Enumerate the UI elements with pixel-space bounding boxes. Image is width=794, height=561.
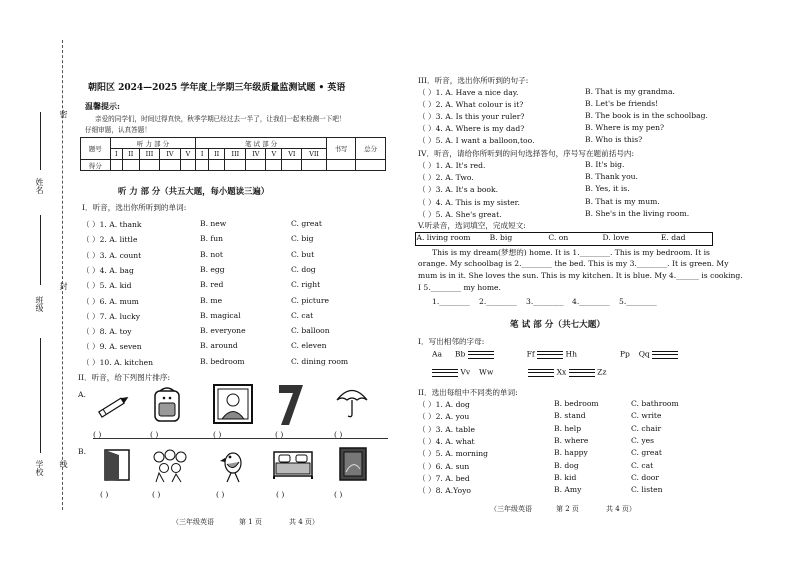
question-option-b: B. red [200, 280, 224, 290]
score-cell[interactable] [122, 160, 139, 171]
question-option-a[interactable]: （ ）3. A. It's a book. [418, 185, 498, 195]
seal-mark-xian: 线 [59, 460, 68, 468]
writing-lines[interactable] [537, 348, 563, 361]
letter: Hh [565, 349, 578, 359]
listening-section-title: 听 力 部 分（共五大题，每小题读三遍） [118, 186, 270, 196]
letter: Pp [619, 349, 630, 359]
letter: Ff [526, 349, 535, 359]
letter: Xx [556, 367, 567, 377]
writing-header: 笔 试 部 分 [196, 138, 326, 149]
writing-lines[interactable] [652, 348, 678, 361]
question-option-c: C. dining room [291, 356, 349, 366]
question-option-b: B. stand [554, 411, 586, 421]
question-option-a[interactable]: （ ）9. A. seven [82, 342, 142, 352]
score-cell[interactable] [196, 160, 208, 171]
school-label: 学校 [35, 460, 44, 476]
question-option-b: B. bedroom [554, 399, 599, 408]
question-option-b: B. Amy [554, 485, 582, 495]
question-option-a[interactable]: （ ）2. A. What colour is it? [418, 100, 524, 110]
question-option-b: B. egg [200, 264, 225, 274]
letter: Ww [479, 367, 494, 377]
word-option: E. dad [660, 233, 686, 242]
writing-lines[interactable] [468, 348, 494, 361]
question-option-a[interactable]: （ ）6. A. mum [82, 296, 139, 306]
score-table-header-label: 题号 [81, 138, 111, 160]
score-cell[interactable] [356, 160, 386, 171]
binding-sidebar [0, 0, 70, 561]
score-cell[interactable] [282, 160, 302, 171]
class-line [40, 215, 41, 285]
listen-col: II [122, 149, 139, 160]
write-col: I [196, 149, 208, 160]
question-option-c: C. cat [631, 460, 654, 470]
answer-blank-2[interactable]: 2.________ [479, 297, 517, 306]
question-option-c: C. chair [631, 423, 662, 433]
question-option-a[interactable]: （ ）6. A. sun [418, 461, 470, 471]
score-cell[interactable] [266, 160, 282, 171]
question-option-c: C. yes [631, 435, 655, 445]
question-option-c: C. cat [291, 310, 314, 320]
question-option-c: C. big [291, 234, 314, 244]
question-option-b: B. That is my grandma. [585, 87, 675, 96]
sec1-title: I．听音，选出你所听到的单词: [82, 203, 187, 212]
question-option-b: B. me [200, 295, 223, 305]
score-cell[interactable] [246, 160, 266, 171]
question-option-b: B. kid [554, 472, 577, 482]
word-option: A. living room [416, 233, 471, 242]
question-option-a[interactable]: （ ）3. A. Is this your ruler? [418, 112, 525, 122]
score-table [80, 137, 386, 171]
question-option-a[interactable]: （ ）5. A. I want a balloon,too. [418, 136, 535, 146]
write-col: VI [282, 149, 302, 160]
underline-a [93, 438, 388, 439]
question-option-c: C. door [631, 472, 660, 482]
portrait-icon [213, 384, 253, 424]
name-line [40, 112, 41, 170]
score-cell[interactable] [302, 160, 326, 171]
class-label: 班级 [35, 296, 44, 312]
sec-w2-title: II．选出每组中不同类的单词: [418, 388, 518, 397]
question-option-b: B. Let's be friends! [585, 99, 659, 109]
picture-frame-icon [339, 447, 367, 481]
write-col: II [208, 149, 225, 160]
question-option-c: C. dog [291, 264, 316, 274]
score-cell[interactable] [110, 160, 122, 171]
answer-blank-a4[interactable]: ( ) [275, 430, 284, 439]
writing-lines[interactable] [432, 366, 458, 379]
listen-col: IV [160, 149, 180, 160]
answer-blank-1[interactable]: 1.________ [432, 297, 470, 306]
question-option-b: B. That is my mum. [585, 196, 660, 206]
write-col: V [266, 149, 282, 160]
question-option-b: B. where [554, 435, 589, 445]
question-option-b: B. She's in the living room. [585, 208, 690, 218]
listen-col: V [180, 149, 196, 160]
score-cell[interactable] [225, 160, 246, 171]
children-icon [150, 449, 190, 483]
question-option-a[interactable]: （ ）4. A. This is my sister. [418, 197, 520, 207]
question-option-a[interactable]: （ ）2. A. little [82, 235, 138, 245]
tip-line-2: 仔细审题，认真答题！ [85, 126, 151, 134]
answer-blank-b2[interactable]: ( ) [152, 490, 161, 499]
question-option-a[interactable]: （ ）1. A. dog [418, 400, 470, 409]
answer-blank-a3[interactable]: ( ) [213, 430, 222, 439]
question-option-c: C. balloon [291, 326, 330, 336]
letter: Aa [432, 349, 443, 359]
answer-blank-b5[interactable]: ( ) [334, 490, 343, 499]
question-option-a[interactable]: （ ）5. A. morning [418, 449, 489, 459]
question-option-b: B. Where is my pen? [585, 123, 665, 133]
score-row-label: 得分 [81, 160, 111, 171]
question-option-b: B. happy [554, 448, 588, 458]
row-a-label: A. [78, 390, 86, 399]
question-option-a[interactable]: （ ）4. A. bag [82, 265, 134, 275]
score-cell[interactable] [160, 160, 180, 171]
score-cell[interactable] [180, 160, 196, 171]
question-option-c: C. right [291, 280, 321, 290]
write-col: IV [246, 149, 266, 160]
writing-section-title: 笔 试 部 分（共七大题） [510, 320, 605, 330]
question-option-b: B. bedroom [200, 356, 245, 366]
question-option-b: B. Who is this? [585, 135, 643, 145]
tip-line-1: 亲爱的同学们，时间过得真快，秋季学期已经过去一半了，让我们一起来检测一下吧！ [95, 115, 346, 123]
sec5-title: V.听录音，选词填空，完成短文: [418, 221, 526, 230]
question-option-b: B. around [200, 341, 238, 351]
total-header: 总分 [356, 138, 386, 160]
word-option: B. big [489, 233, 513, 242]
question-option-a[interactable]: （ ）1. A. thank [82, 220, 142, 229]
question-option-a[interactable]: （ ）3. A. table [418, 424, 475, 434]
footer-right-total: 共 4 页） [606, 505, 636, 513]
write-col: III [225, 149, 246, 160]
question-option-c: C. great [631, 448, 662, 458]
passage-line-3: mum is in it. She loves the sun. This is my kitchen. It is blue. My 4.______ is cooking. [418, 271, 743, 280]
question-option-b: B. The book is in the schoolbag. [585, 111, 708, 121]
question-option-c: C. listen [631, 485, 663, 495]
score-cell[interactable] [208, 160, 225, 171]
footer-left-grade: （三年级英语 [172, 518, 214, 526]
listen-col: III [139, 149, 160, 160]
letter-row-2 [432, 366, 606, 379]
footer-left-total: 共 4 页） [289, 518, 319, 526]
pencil-icon [96, 393, 132, 419]
question-option-b: B. magical [200, 310, 241, 320]
score-cell[interactable] [326, 160, 356, 171]
sec-w1-title: I．写出相邻的字母: [418, 337, 485, 346]
question-option-a[interactable]: （ ）4. A. what [418, 436, 475, 446]
answer-blank-5[interactable]: 5.________ [619, 297, 657, 306]
question-option-a[interactable]: （ ）4. A. Where is my dad? [418, 124, 525, 134]
score-cell[interactable] [139, 160, 160, 171]
seal-mark-mi: 密 [59, 110, 68, 118]
write-col: VII [302, 149, 326, 160]
answer-blank-a1[interactable]: ( ) [93, 430, 102, 439]
letter-row-1 [432, 348, 678, 361]
question-option-a[interactable]: （ ）8. A.Yoyo [418, 486, 471, 496]
tip-title: 温馨提示: [85, 101, 120, 111]
question-option-c: C. but [291, 249, 315, 259]
seal-mark-feng: 封 [59, 282, 68, 290]
answer-blank-a2[interactable]: ( ) [150, 430, 159, 439]
question-option-c: C. bathroom [631, 399, 679, 408]
question-option-a[interactable]: （ ）1. A. Have a nice day. [418, 88, 519, 97]
passage-line-4: I 5.________ my home. [418, 283, 501, 292]
schoolbag-icon [150, 385, 184, 423]
sec4-title: IV．听音，请给你所听到的问句选择答句，序号写在题前括号内: [418, 149, 635, 158]
question-option-a[interactable]: （ ）8. A. toy [82, 327, 132, 337]
question-option-b: B. It's big. [585, 160, 625, 169]
question-option-b: B. not [200, 249, 223, 259]
sec2-title: II．听音，给下列图片排序: [78, 373, 171, 382]
question-option-a[interactable]: （ ）5. A. She's great. [418, 209, 502, 219]
school-line [40, 338, 41, 453]
question-option-b: B. new [200, 219, 227, 228]
word-option: C. on [548, 233, 569, 242]
passage-line-1: This is my dream(梦想的) home. It is 1.________. This is my bedroom. It is [432, 248, 710, 257]
question-option-a[interactable]: （ ）2. A. Two. [418, 173, 474, 183]
listen-col: I [110, 149, 122, 160]
word-bank [415, 232, 713, 246]
question-option-c: C. great [291, 219, 322, 228]
letter: Bb [454, 349, 466, 359]
footer-right-grade: （三年级英语 [490, 505, 532, 513]
word-option: D. love [602, 233, 629, 242]
writing-lines[interactable] [569, 366, 595, 379]
question-option-a[interactable]: （ ）7. A. bed [418, 473, 470, 483]
row-b-label: B. [78, 447, 86, 456]
letter: Qq [638, 349, 650, 359]
exam-title: 朝阳区 2024—2025 学年度上学期三年级质量监测试题 • 英语 [88, 83, 346, 93]
handwriting-header: 书写 [326, 138, 356, 160]
bed-icon [272, 450, 314, 480]
letter: Zz [597, 367, 607, 377]
question-option-a[interactable]: （ ）1. A. It's red. [418, 161, 486, 170]
writing-lines[interactable] [528, 366, 554, 379]
passage-line-2: orange. My schoolbag is 2.________ the bed. This is my 3.________. It is green. My [418, 259, 729, 268]
question-option-b: B. Thank you. [585, 172, 638, 182]
question-option-a[interactable]: （ ）7. A. lucky [82, 311, 141, 321]
answer-blank-b1[interactable]: ( ) [100, 490, 109, 499]
answer-blank-3[interactable]: 3.________ [526, 297, 564, 306]
question-option-a[interactable]: （ ）2. A. you [418, 412, 470, 422]
question-option-c: C. picture [291, 295, 329, 305]
question-option-c: C. write [631, 411, 662, 421]
question-option-a[interactable]: （ ）10. A. kitchen [82, 357, 154, 367]
question-option-b: B. dog [554, 460, 579, 470]
answer-blank-b3[interactable]: ( ) [216, 490, 225, 499]
name-label: 姓名 [35, 178, 44, 194]
umbrella-icon [335, 385, 369, 419]
question-option-a[interactable]: （ ）3. A. count [82, 250, 142, 260]
footer-right-page: 第 2 页 [556, 505, 579, 513]
question-option-c: C. eleven [291, 341, 327, 351]
question-option-a[interactable]: （ ）5. A. kid [82, 281, 132, 291]
question-option-b: B. fun [200, 234, 224, 244]
listening-header: 听 力 部 分 [110, 138, 196, 149]
question-option-b: B. help [554, 423, 582, 433]
letter: Vv [460, 367, 471, 377]
question-option-b: B. Yes, it is. [585, 184, 630, 194]
number-seven-icon [277, 383, 305, 427]
answer-blank-4[interactable]: 4.________ [572, 297, 610, 306]
footer-left-page: 第 1 页 [239, 518, 262, 526]
parrot-icon [217, 448, 249, 484]
door-icon [103, 448, 131, 482]
answer-blank-a5[interactable]: ( ) [334, 430, 343, 439]
answer-blank-b4[interactable]: ( ) [276, 490, 285, 499]
question-option-b: B. everyone [200, 326, 246, 336]
sec3-title: III．听音，选出你所听到的句子: [418, 76, 529, 85]
